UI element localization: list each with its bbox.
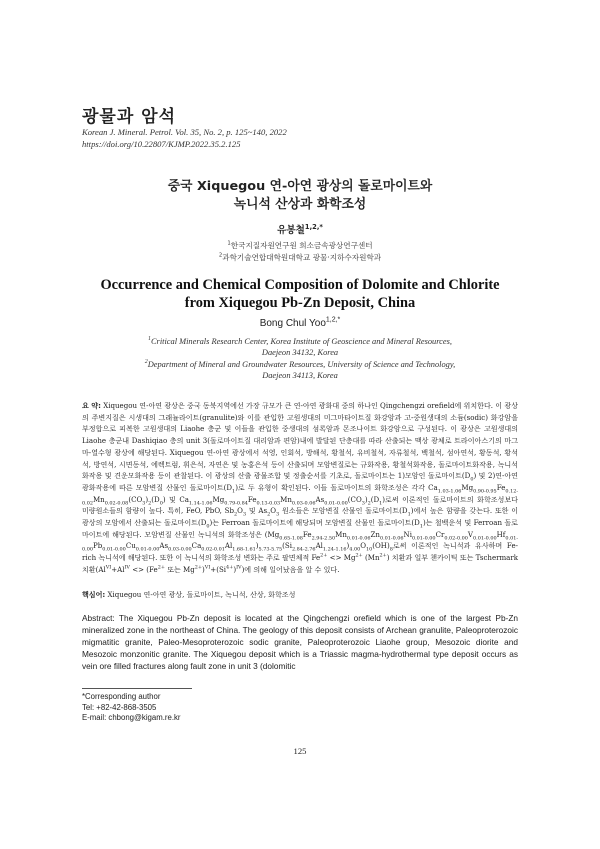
author-korean-sup: 1,2,* [304, 222, 323, 231]
footnote-corresponding: *Corresponding author [82, 692, 161, 701]
footnote-divider [82, 688, 192, 689]
title-korean-line1: 중국 Xiquegou 연-아연 광상의 돌로마이트와 [167, 179, 433, 194]
affiliation-english-1-line2: Daejeon 34132, Korea [261, 348, 339, 358]
affiliation-english-2-line2: Daejeon 34113, Korea [262, 371, 338, 381]
abstract-english [82, 612, 518, 672]
affiliations-english [90, 336, 510, 382]
affiliation-korean-1-sup: 1 [227, 240, 231, 247]
abstract-english-label: Abstract: [82, 613, 115, 623]
author-korean-name: 유봉철 [277, 225, 305, 236]
abstract-korean-label: 요 약: [82, 401, 101, 410]
affiliation-korean-2-text: 과학기술연합대학원대학교 광물·지하수자원학과 [222, 253, 382, 262]
author-english [0, 318, 600, 329]
affiliation-korean-1 [0, 240, 600, 252]
affiliation-english-1 [90, 336, 510, 347]
journal-title: 광물과 암석 [82, 107, 177, 127]
footnote [82, 692, 180, 724]
title-english [0, 276, 600, 312]
affiliations-korean [0, 240, 600, 264]
affiliation-english-2-line1: Department of Mineral and Groundwater Resources, University of Science and Technology, [147, 359, 456, 369]
abstract-english-text: The Xiquegou Pb-Zn deposit is located at the Qingchengzi orefield which is one of the largest Pb-Zn mineralized zone in the northeast of China. The geology of this deposit consists of Archean granulite, Paleoproterozoic migmatitic granite, Paleo-Mesoproterozoic sodic granite, Paleoproterozoic Liaohe group, Mesozoic diorite and Mesozoic monzonitic granite. The Xiquegou deposit which is a Triassic magma-hydrothermal type deposit occurs as vein ore filled fractures along fault zone in unit 3 (dolomitic [82, 613, 518, 671]
abstract-korean [82, 400, 518, 576]
affiliation-korean-2-sup: 2 [218, 252, 223, 259]
journal-doi[interactable]: https://doi.org/10.22807/KJMP.2022.35.2.125 [82, 139, 241, 149]
affiliation-english-2 [90, 359, 510, 370]
footnote-tel: Tel: +82-42-868-3505 [82, 702, 157, 712]
abstract-korean-text: Xiquegou 연-아연 광상은 중국 동북지역에선 가장 규모가 큰 연-아연 광화대 중의 하나인 Qingchengzi orefield에 위치한다. 이 광상의 주변지질은 시생대의 그래뉼라이트(granulite)와 이를 관입한 고원생대의 미그마타이트질 화강암과 고-중원생대의 소듐(sodic) 화강암을 부정합으로 피복한 고원생대의 Liaohe 층군 및 이들을 관입한 중생대의 섬록암과 몬조나이트 화강암으로 구성된다. 이 광상은 고원생대의 Liaohe 층군내 Dashiqiao 층의 unit 3(돌로마이트질 대리암과 편암)내에 발달된 단층대를 따라 산출되는 맥상 광체로 트라이아스기의 마그마-열수형 광상에 해당된다. Xiquegou 연-아연 광상에서 석영, 인회석, 방해석, 황철석, 유비철석, 자류철석, 백철석, 섬아연석, 황동석, 황석석, 방연석, 시면동석, 에렉트럼, 휘은석, 자연은 및 농홍은석 등이 산출되며 모암변질로는 규화작용, 황철석화작용, 돌로마이트화작용, 녹니석화작용 및 견운모화작용 등이 관찰된다. 이 광상의 산출 광물조합 및 정출순서를 기초로, 돌로마이트는 1)모암인 돌로마이트$(D_0)$ 및 2)연-아연 광화작용에 따른 모암변질 산물인 돌로마이트$(D_1)$로 두 유형이 확인된다. 이들 돌로마이트의 화학조성은 각각 $Ca_{1.03-1.06}Mg_{0.90-0.95}Fe_{0.12-0.02}Mn_{0.02-0.08}(CO_3)_2(D_0)$ 및 $Ca_{1.14-1.06}Mg_{0.79-0.84}Fe_{0.13-0.03}Mn_{0.03-0.06}As_{0.01-0.00}(CO_3)_2(D_1)$로써 이론적인 돌로마이트의 화학조성보다 미량원소들의 함량이 높다. 특히, FeO, PbO, $Sb_2O_3$ 및 $As_2O_3$ 원소들은 모암변질 산물인 돌로마이트$(D_1)$에서 높은 함량을 갖는다. 또한 이 광상의 모암에서 산출되는 돌로마이트$(D_0)$는 Ferroan 돌로마이트에 해당되며 모암변질 산물인 돌로마이트$(D_1)$는 철백운석 및 Ferroan 돌로마이트에 해당된다. 모암변질 산물인 녹니석의 화학조성은 $(Mg_{0.65-1.08}Fe_{2.94-2.50}Mn_{0.01-0.06}Zn_{0.01-0.06}Ni_{0.01-0.00}Cr_{0.02-0.00}V_{0.01-0.00}Hf_{0.01-0.00}Pb_{0.01-0.00}Cu_{0.01-0.00}As_{0.03-0.00}Ca_{0.02-0.01}Al_{1.68-1.61})_{5.73-5.75}(Si_{2.84-2.76}Al_{1.24-1.16})_{4.00}O_{10}(OH)_8$로써 이론적인 녹니석과 유사하며 Fe-rich 녹니석에 해당된다. 또한 이 녹니석의 화학조성 변화는 주로 팔면체적 $Fe^{2+} <> Mg^{2+}$ $(Mn^{2+})$ 치환과 일부 챈카이틱 또는 Tschermark 치환($Al^{VI}+Al^{IV} <> (Fe^{2+}$ 또는 $Mg^{2+})^{VI}+(Si^{4+})^{IV}$)에 의해 일어났음을 알 수 있다. [82, 401, 519, 574]
affiliation-korean-2 [0, 252, 600, 264]
keywords-korean-label: 핵심어: [82, 590, 106, 599]
affiliation-english-1-line1: Critical Minerals Research Center, Korea Institute of Geoscience and Mineral Resources, [150, 337, 452, 346]
keywords-korean-text: Xiquegou 연-아연 광상, 돌로마이트, 녹니석, 산상, 화학조성 [107, 590, 296, 599]
keywords-korean [82, 590, 518, 600]
footnote-email[interactable]: E-mail: chbong@kigam.re.kr [82, 713, 181, 723]
journal-citation: Korean J. Mineral. Petrol. Vol. 35, No. 2, p. 125~140, 2022 [82, 127, 287, 137]
title-korean [0, 178, 600, 214]
author-english-name: Bong Chul Yoo [259, 318, 326, 329]
affiliation-english-2-sup: 2 [144, 359, 148, 366]
title-english-line1: Occurrence and Chemical Composition of Dolomite and Chlorite [100, 277, 500, 293]
author-english-sup: 1,2,* [325, 316, 341, 324]
author-korean [0, 222, 600, 236]
title-korean-line2: 녹니석 산상과 화학조성 [233, 197, 367, 212]
affiliation-english-1-sup: 1 [148, 336, 151, 343]
page-number: 125 [293, 746, 307, 756]
affiliation-korean-1-text: 한국지질자원연구원 희소금속광상연구센터 [230, 241, 373, 250]
journal-citation-block [82, 126, 287, 150]
title-english-line2: from Xiquegou Pb-Zn Deposit, China [184, 295, 416, 311]
